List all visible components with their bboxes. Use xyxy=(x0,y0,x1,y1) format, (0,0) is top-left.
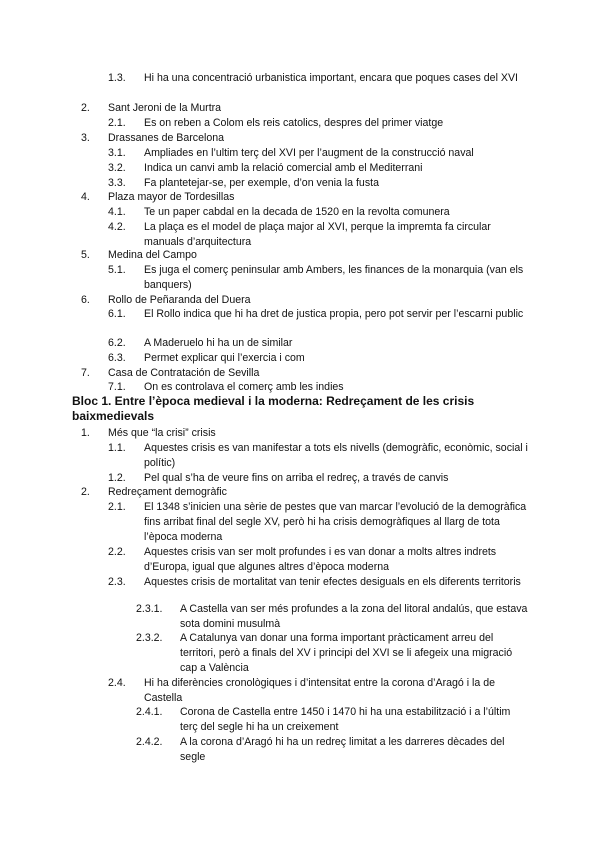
item-number: 5.1. xyxy=(108,264,126,276)
item-number: 2. xyxy=(81,486,90,498)
item-text: La plaça es el model de plaça major al XVI, perque la impremta fa circular manuals d’arquitectura xyxy=(144,221,491,248)
item-number: 2.3.2. xyxy=(136,632,163,644)
item-text: A la corona d’Aragó hi ha un redreç limitat a les darreres dècades del segle xyxy=(180,736,505,763)
item-number: 3.1. xyxy=(108,147,126,159)
item-number: 3. xyxy=(81,132,90,144)
item-text: A Maderuelo hi ha un de similar xyxy=(144,337,293,349)
item-number: 5. xyxy=(81,249,90,261)
item-text: On es controlava el comerç amb les indies xyxy=(144,381,344,393)
item-text: Fa plantetejar-se, per exemple, d’on venia la fusta xyxy=(144,177,379,189)
item-text: Te un paper cabdal en la decada de 1520 en la revolta comunera xyxy=(144,206,450,218)
item-number: 1.3. xyxy=(108,72,126,84)
item-text: Es juga el comerç peninsular amb Ambers, les finances de la monarquia (van els banquers) xyxy=(144,264,524,291)
item-text: Més que “la crisi” crisis xyxy=(108,427,216,439)
item-number: 6.1. xyxy=(108,308,126,320)
item-text: Redreçament demogràfic xyxy=(108,486,227,498)
item-text: El 1348 s’inicien una sèrie de pestes que van marcar l’evolució de la demogràfica fins arribat final del segle XV, però hi ha crisis demogràfiques al llarg de tota l’època moderna xyxy=(144,501,527,543)
item-number: 3.3. xyxy=(108,177,126,189)
item-number: 1. xyxy=(81,427,90,439)
item-number: 2.4. xyxy=(108,677,126,689)
item-text: Aquestes crisis es van manifestar a tots els nivells (demogràfic, econòmic, social i polític) xyxy=(144,442,528,469)
item-number: 1.1. xyxy=(108,442,126,454)
item-text: Drassanes de Barcelona xyxy=(108,132,225,144)
item-number: 3.2. xyxy=(108,162,126,174)
item-text: El Rollo indica que hi ha dret de justica propia, pero pot servir per l’escarni public xyxy=(144,308,524,320)
item-text: A Catalunya van donar una forma important pràcticament arreu del territori, però a finals del XV i principi del XVI se li afegeix una migració cap a València xyxy=(180,632,513,674)
item-text: Es on reben a Colom els reis catolics, despres del primer viatge xyxy=(144,117,444,129)
item-text: Aquestes crisis van ser molt profundes i es van donar a molts altres indrets d’Europa, igual que algunes altres d’època moderna xyxy=(144,546,497,573)
item-text: Pel qual s’ha de veure fins on arriba el redreç, a través de canvis xyxy=(144,472,449,484)
item-number: 1.2. xyxy=(108,472,126,484)
item-number: 2.4.2. xyxy=(136,736,163,748)
item-text: Corona de Castella entre 1450 i 1470 hi ha una estabilització i a l’últim terç del segle hi ha un creixement xyxy=(180,706,511,733)
section-heading: Bloc 1. Entre l’època medieval i la moderna: Redreçament de les crisis baixmedievals xyxy=(72,394,475,423)
item-text: Rollo de Peñaranda del Duera xyxy=(108,294,251,306)
item-number: 4.2. xyxy=(108,221,126,233)
item-text: Hi ha una concentració urbanistica important, encara que poques cases del XVI xyxy=(144,72,518,84)
item-text: A Castella van ser més profundes a la zona del litoral andalús, que estava sota domini musulmà xyxy=(180,603,528,630)
item-text: Casa de Contratación de Sevilla xyxy=(108,367,260,379)
item-number: 2.3. xyxy=(108,576,126,588)
item-number: 2.3.1. xyxy=(136,603,163,615)
item-number: 4. xyxy=(81,191,90,203)
item-number: 2.2. xyxy=(108,546,126,558)
item-number: 2. xyxy=(81,102,90,114)
item-number: 2.1. xyxy=(108,117,126,129)
item-number: 7. xyxy=(81,367,90,379)
item-text: Sant Jeroni de la Murtra xyxy=(108,102,222,114)
item-text: Aquestes crisis de mortalitat van tenir efectes desiguals en els diferents territoris xyxy=(144,576,521,588)
item-number: 7.1. xyxy=(108,381,126,393)
item-text: Indica un canvi amb la relació comercial amb el Mediterrani xyxy=(144,162,423,174)
item-text: Ampliades en l’ultim terç del XVI per l’augment de la construcció naval xyxy=(144,147,474,159)
item-number: 6. xyxy=(81,294,90,306)
item-text: Medina del Campo xyxy=(108,249,197,261)
item-text: Hi ha diferències cronològiques i d’intensitat entre la corona d’Aragó i la de Castella xyxy=(144,677,495,704)
item-text: Plaza mayor de Tordesillas xyxy=(108,191,235,203)
item-number: 6.3. xyxy=(108,352,126,364)
item-number: 4.1. xyxy=(108,206,126,218)
item-text: Permet explicar qui l’exercia i com xyxy=(144,352,305,364)
item-number: 6.2. xyxy=(108,337,126,349)
item-number: 2.4.1. xyxy=(136,706,163,718)
item-number: 2.1. xyxy=(108,501,126,513)
